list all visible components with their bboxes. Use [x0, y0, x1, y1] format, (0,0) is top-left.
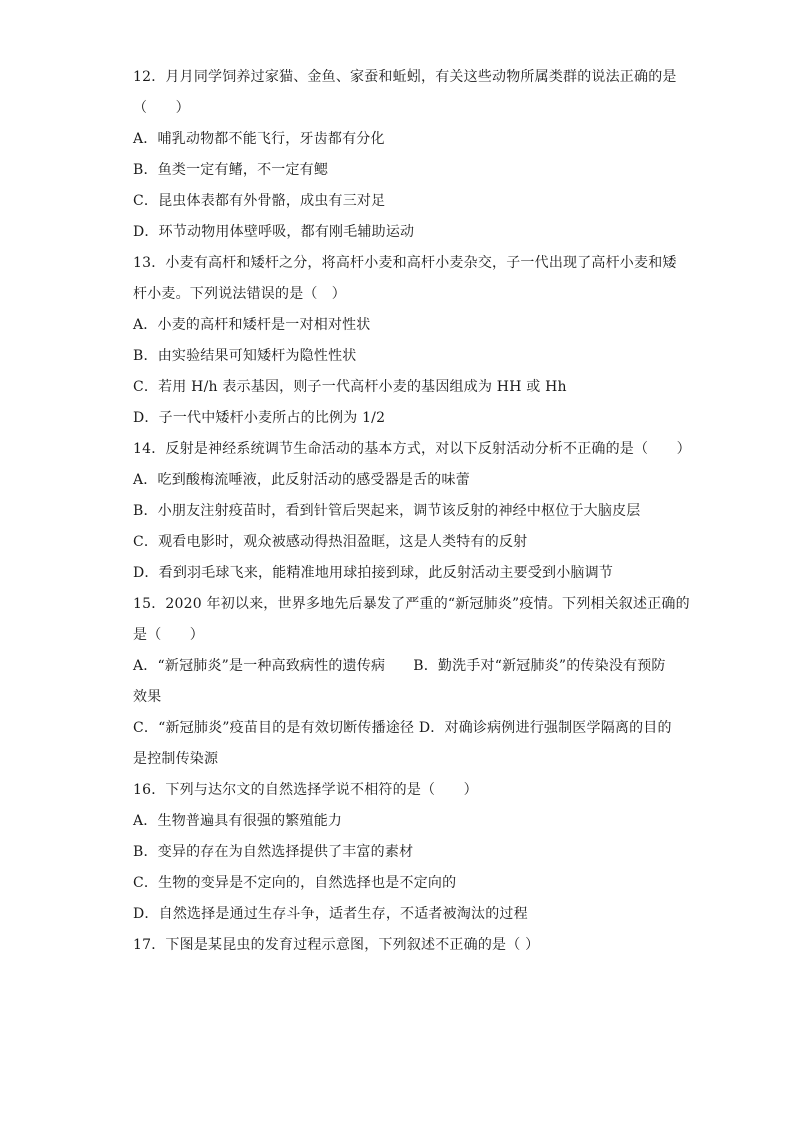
question-16 — [133, 775, 673, 930]
question-stem-line: （ ） — [133, 100, 190, 116]
question-12 — [133, 62, 677, 248]
option-c: C．昆虫体表都有外骨骼，成虫有三对足 — [133, 193, 386, 209]
question-13 — [133, 248, 677, 434]
option-b: B．由实验结果可知矮杆为隐性性状 — [133, 348, 357, 364]
option-a: A．哺乳动物都不能飞行，牙齿都有分化 — [133, 131, 385, 147]
option-b: B．鱼类一定有鳍，不一定有鳃 — [133, 162, 329, 178]
option-c: C．观看电影时，观众被感动得热泪盈眶，这是人类特有的反射 — [133, 534, 528, 550]
option-d: D．看到羽毛球飞来，能精准地用球拍接到球，此反射活动主要受到小脑调节 — [133, 565, 614, 581]
document-page — [133, 62, 691, 961]
option-line: 效果 — [133, 689, 162, 705]
question-stem-line: 15．2020 年初以来，世界多地先后暴发了严重的“新冠肺炎”疫情。下列相关叙述正确的 — [133, 596, 690, 612]
option-d: D．子一代中矮杆小麦所占的比例为 1/2 — [133, 410, 386, 426]
question-17 — [133, 930, 673, 961]
option-b: B．小朋友注射疫苗时，看到针管后哭起来，调节该反射的神经中枢位于大脑皮层 — [133, 503, 641, 519]
question-stem-line: 16．下列与达尔文的自然选择学说不相符的是（ ） — [133, 782, 478, 798]
question-stem-line: 17．下图是某昆虫的发育过程示意图，下列叙述不正确的是（ ） — [133, 937, 540, 953]
option-d: D．自然选择是通过生存斗争，适者生存，不适者被淘汰的过程 — [133, 906, 528, 922]
option-a: A．小麦的高杆和矮杆是一对相对性状 — [133, 317, 371, 333]
question-14 — [133, 434, 691, 589]
option-b: B．变异的存在为自然选择提供了丰富的素材 — [133, 844, 414, 860]
question-stem-line: 12．月月同学饲养过家猫、金鱼、家蚕和蚯蚓，有关这些动物所属类群的说法正确的是 — [133, 69, 677, 85]
question-stem-line: 杆小麦。下列说法错误的是（ ） — [133, 286, 346, 302]
question-15 — [133, 589, 690, 775]
question-stem-line: 14．反射是神经系统调节生命活动的基本方式，对以下反射活动分析不正确的是（ ） — [133, 441, 691, 457]
option-d: D．环节动物用体壁呼吸，都有刚毛辅助运动 — [133, 224, 415, 240]
question-stem-line: 是（ ） — [133, 627, 204, 643]
option-c: C．若用 H/h 表示基因，则子一代高杆小麦的基因组成为 HH 或 Hh — [133, 379, 567, 395]
option-a: A．吃到酸梅流唾液，此反射活动的感受器是舌的味蕾 — [133, 472, 470, 488]
option-line: 是控制传染源 — [133, 751, 219, 767]
option-line: A．“新冠肺炎”是一种高致病性的遗传病 B．勤洗手对“新冠肺炎”的传染没有预防 — [133, 658, 666, 674]
option-c: C．生物的变异是不定向的，自然选择也是不定向的 — [133, 875, 457, 891]
option-a: A．生物普遍具有很强的繁殖能力 — [133, 813, 343, 829]
question-stem-line: 13．小麦有高杆和矮杆之分，将高杆小麦和高杆小麦杂交，子一代出现了高杆小麦和矮 — [133, 255, 677, 271]
option-line: C．“新冠肺炎”疫苗目的是有效切断传播途径 D．对确诊病例进行强制医学隔离的目的 — [133, 720, 672, 736]
